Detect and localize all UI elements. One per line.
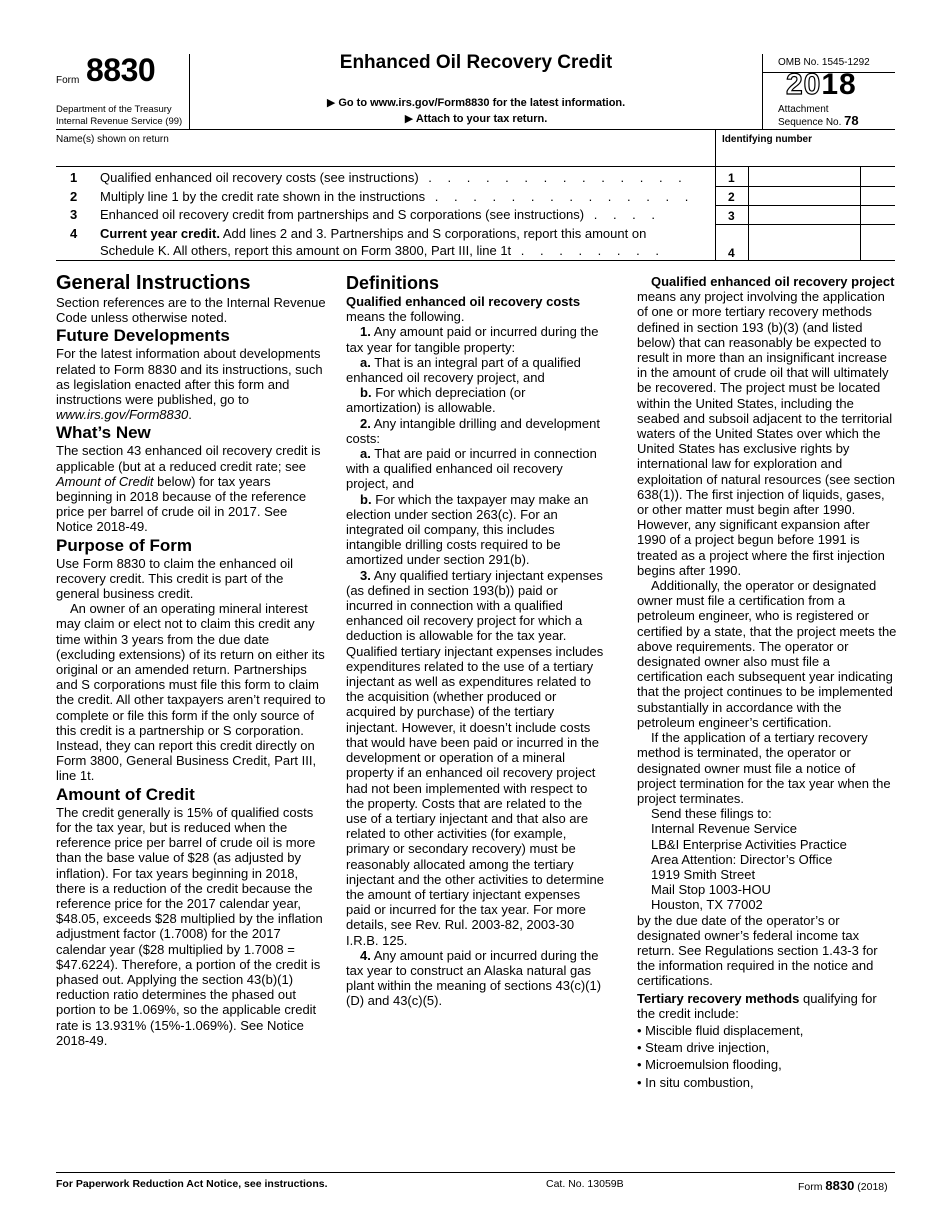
line-text-cont: Schedule K. All others, report this amount on Form 3800, Part III, line 1t: [100, 243, 512, 258]
general-instructions-text: Section references are to the Internal Revenue Code unless otherwise noted.: [56, 295, 326, 326]
send-filings: Send these filings to:: [651, 806, 772, 822]
terminated-paragraph: If the application of a tertiary recovery method is terminated, the operator or designated owner must file a notice of project termination for the tax year when the project terminates.: [637, 730, 891, 806]
item-3: 3. Any qualified tertiary injectant expenses (as defined in section 193(b)) paid or incurred in connection with a qualified enhanced oil recovery project for which a deduction is allowable for the tax year. Qualified tertiary injectant expenses includes expenditures related to the use of a tertiary injectant as well as expenditures related to the acquisition (whether produced or acquired by purchase) of the tertiary injectant. However, it doesn’t include costs that would have been paid or incurred in the development or operation of a mineral property if an enhanced oil recovery project had not been implemented with respect to the property. Costs that are related to the use of a tertiary injectant and that also are related to other activities (for example, primary or secondary recovery) must be reasonably allocated among the tertiary injectant and the other activities to determine the amount of tertiary injectant expenses paid or incurred for the tax year. For more details, see Rev. Rul. 2003-82, 2003-30 I.R.B. 125.: [346, 567, 604, 948]
amount-of-credit-text: The credit generally is 15% of qualified costs for the tax year, but is reduced when the reference price per barrel of crude oil is more than the base value of $28 (as adjusted by inflation). For tax years beginning in 2018, there is a reduction of the credit because the reference price for the 2017 calendar year, $48.05, exceeds $28 multiplied by the inflation adjustment factor (1.7008) for the 2017 calendar year ($28 multiplied by 1.7008 = $47.6224). Therefore, a portion of the credit is phased out. Applying the section 43(b)(1) reduction ratio determines the phased out portion to be 1.069%, so the applicable credit rate is 13.931% (15%-1.069%). See Notice 2018-49.: [56, 804, 323, 1048]
line-4-amount[interactable]: [749, 225, 859, 259]
definitions-heading: Definitions: [346, 273, 439, 293]
names-label: Name(s) shown on return: [56, 134, 169, 145]
line-bold: Current year credit.: [100, 226, 220, 241]
attachment-sequence: [778, 104, 859, 128]
item-1a: a. That is an integral part of a qualified enhanced oil recovery project, and: [346, 354, 581, 386]
line-number: 3: [70, 207, 78, 222]
irs-name: Internal Revenue Service (99): [56, 116, 183, 127]
footer-rule: [56, 1172, 895, 1173]
footer-form-id: Form 8830 (2018): [798, 1178, 888, 1193]
purpose-paragraph-2: An owner of an operating mineral interest may claim or elect not to claim this credit any time within 3 years from the due date (excluding extensions) of its return on either its original or an amended return. Partnerships and S corporations must file this form to claim the credit. All other taxpayers aren’t required to complete or file this form if the only source of this credit is a partnership or S corporation. Instead, they can report this credit directly on Form 3800, General Business Credit, Part III, line 1t.: [56, 601, 326, 784]
address-line: Area Attention: Director’s Office: [651, 851, 833, 867]
header-instructions: [190, 95, 762, 127]
tax-year-solid: 18: [821, 68, 857, 101]
header-bottom-rule: [56, 129, 895, 130]
line-text: Enhanced oil recovery credit from partnerships and S corporations (see instructions): [100, 207, 585, 222]
qeorc-definition: Qualified enhanced oil recovery costs means the following.: [346, 294, 581, 325]
header-divider-right: [762, 54, 763, 129]
tax-year: [786, 68, 857, 102]
box-grid-cents: [860, 166, 861, 260]
item-2b: b. For which the taxpayer may make an election under section 263(c). For an integrated oil company, this includes intangible drilling costs required to be amortized under section 291(b).: [346, 491, 589, 568]
omb-number: OMB No. 1545-1292: [778, 57, 870, 68]
method-item: • Miscible fluid displacement,: [637, 1022, 804, 1038]
sequence-number: 78: [844, 113, 859, 128]
purpose-heading: Purpose of Form: [56, 535, 193, 555]
item-1: 1. Any amount paid or incurred during the tax year for tangible property:: [346, 324, 599, 355]
column-3: [637, 274, 897, 1090]
address-line: 1919 Smith Street: [651, 866, 756, 882]
project-definition: Qualified enhanced oil recovery project means any project involving the application of one or more tertiary recovery methods defined in section 193 (b)(3) (and listed below) that can reasonably be expected to result in more than an insignificant increase in the amount of crude oil that will ultimately be recovered. The project must be located within the United States, including the seabed and subsoil adjacent to the territorial waters of the United States over which the United States has exclusive rights by international law for exploration and exploitation of natural resources (see section 638(1)). The first injection of liquids, gases, or other matter must begin after 1990. However, any significant expansion after 1990 of a project begun before 1991 is treated as a project where the first injection begins after 1990.: [637, 274, 895, 578]
column-1: [56, 271, 326, 1048]
irs-url-link[interactable]: www.irs.gov/Form8830: [56, 407, 189, 423]
box-label: 3: [728, 209, 735, 223]
whats-new-heading: What’s New: [56, 423, 151, 443]
item-2: 2. Any intangible drilling and development costs:: [346, 415, 600, 446]
item-1b: b. For which depreciation (or amortization) is allowable.: [346, 385, 526, 416]
department-name: Department of the Treasury: [56, 104, 172, 115]
ident-divider: [715, 129, 716, 166]
line-text: Qualified enhanced oil recovery costs (see instructions): [100, 170, 419, 185]
form-number: 8830: [86, 52, 156, 88]
tax-year-outline: 20: [786, 68, 822, 101]
line-3-amount[interactable]: [749, 206, 859, 223]
goto-link[interactable]: ▶ Go to www.irs.gov/Form8830 for the latest information.: [326, 97, 626, 109]
line-text: Add lines 2 and 3. Partnerships and S corporations, report this amount on: [219, 226, 647, 241]
address-line: LB&I Enterprise Activities Practice: [651, 836, 847, 852]
lines-bottom-rule: [56, 260, 895, 261]
mailing-address: [637, 821, 897, 912]
due-date-paragraph: by the due date of the operator’s or designated owner’s federal income tax return. See Regulations section 1.43-3 for the information required in the notice and certifications.: [637, 912, 878, 989]
future-developments-heading: Future Developments: [56, 326, 230, 346]
line-number: 1: [70, 170, 78, 185]
line-number: 2: [70, 189, 78, 204]
method-item: • Microemulsion flooding,: [637, 1057, 782, 1073]
box-label: 1: [728, 171, 735, 185]
line-2-amount[interactable]: [749, 187, 859, 204]
additionally-paragraph: Additionally, the operator or designated owner must file a certification from a petroleum engineer, who is registered or certified by a state, that the project meets the above requirements. The operator or designated owner also must file a certification each subsequent year indicating that the project continues to be implemented substantially in accordance with the petroleum engineer’s certification.: [637, 578, 897, 730]
address-line: Internal Revenue Service: [651, 821, 797, 837]
attach-note: ▶ Attach to your tax return.: [404, 113, 548, 125]
item-2a: a. That are paid or incurred in connection with a qualified enhanced oil recovery project, and: [346, 446, 597, 492]
item-4: 4. Any amount paid or incurred during the tax year to construct an Alaska natural gas plant within the meaning of sections 43(c)(1)(D) and 43(c)(5).: [346, 947, 602, 1009]
form-title: Enhanced Oil Recovery Credit: [339, 52, 613, 73]
address-line: Houston, TX 77002: [651, 897, 763, 913]
box-label: 2: [728, 190, 735, 204]
paperwork-notice: For Paperwork Reduction Act Notice, see instructions.: [56, 1178, 328, 1190]
catalog-number: Cat. No. 13059B: [546, 1178, 624, 1190]
line-1-amount[interactable]: [749, 167, 859, 185]
general-instructions-heading: General Instructions: [56, 272, 251, 294]
column-2: [346, 271, 604, 1009]
tertiary-methods-intro: Tertiary recovery methods qualifying for the credit include:: [637, 990, 877, 1021]
form-label: Form: [56, 75, 80, 86]
box-label: 4: [728, 246, 735, 260]
future-developments-text: For the latest information about developments related to Form 8830 and its instructions, such as legislation enacted after this form and instructions were published, go to www.irs.gov/Form8830.: [56, 346, 323, 423]
method-item: • Steam drive injection,: [637, 1040, 770, 1056]
line-text: Multiply line 1 by the credit rate shown in the instructions: [100, 189, 426, 204]
identifying-number-label: Identifying number: [722, 134, 812, 145]
line-number: 4: [70, 226, 78, 241]
purpose-paragraph-1: Use Form 8830 to claim the enhanced oil recovery credit. This credit is part of the general business credit.: [56, 555, 294, 602]
department-block: [56, 104, 182, 128]
address-line: Mail Stop 1003-HOU: [651, 882, 771, 898]
whats-new-text: The section 43 enhanced oil recovery credit is applicable (but at a reduced credit rate; see Amount of Credit below) for tax years beginning in 2018 because of the reference price per barrel of crude oil in 2017. See Notice 2018-49.: [56, 443, 321, 535]
attachment-label: Attachment: [778, 104, 829, 115]
box-grid-left: [715, 166, 716, 260]
amount-of-credit-heading: Amount of Credit: [56, 784, 195, 804]
sequence-label: Sequence No.: [778, 117, 842, 128]
method-item: • In situ combustion,: [637, 1074, 754, 1090]
